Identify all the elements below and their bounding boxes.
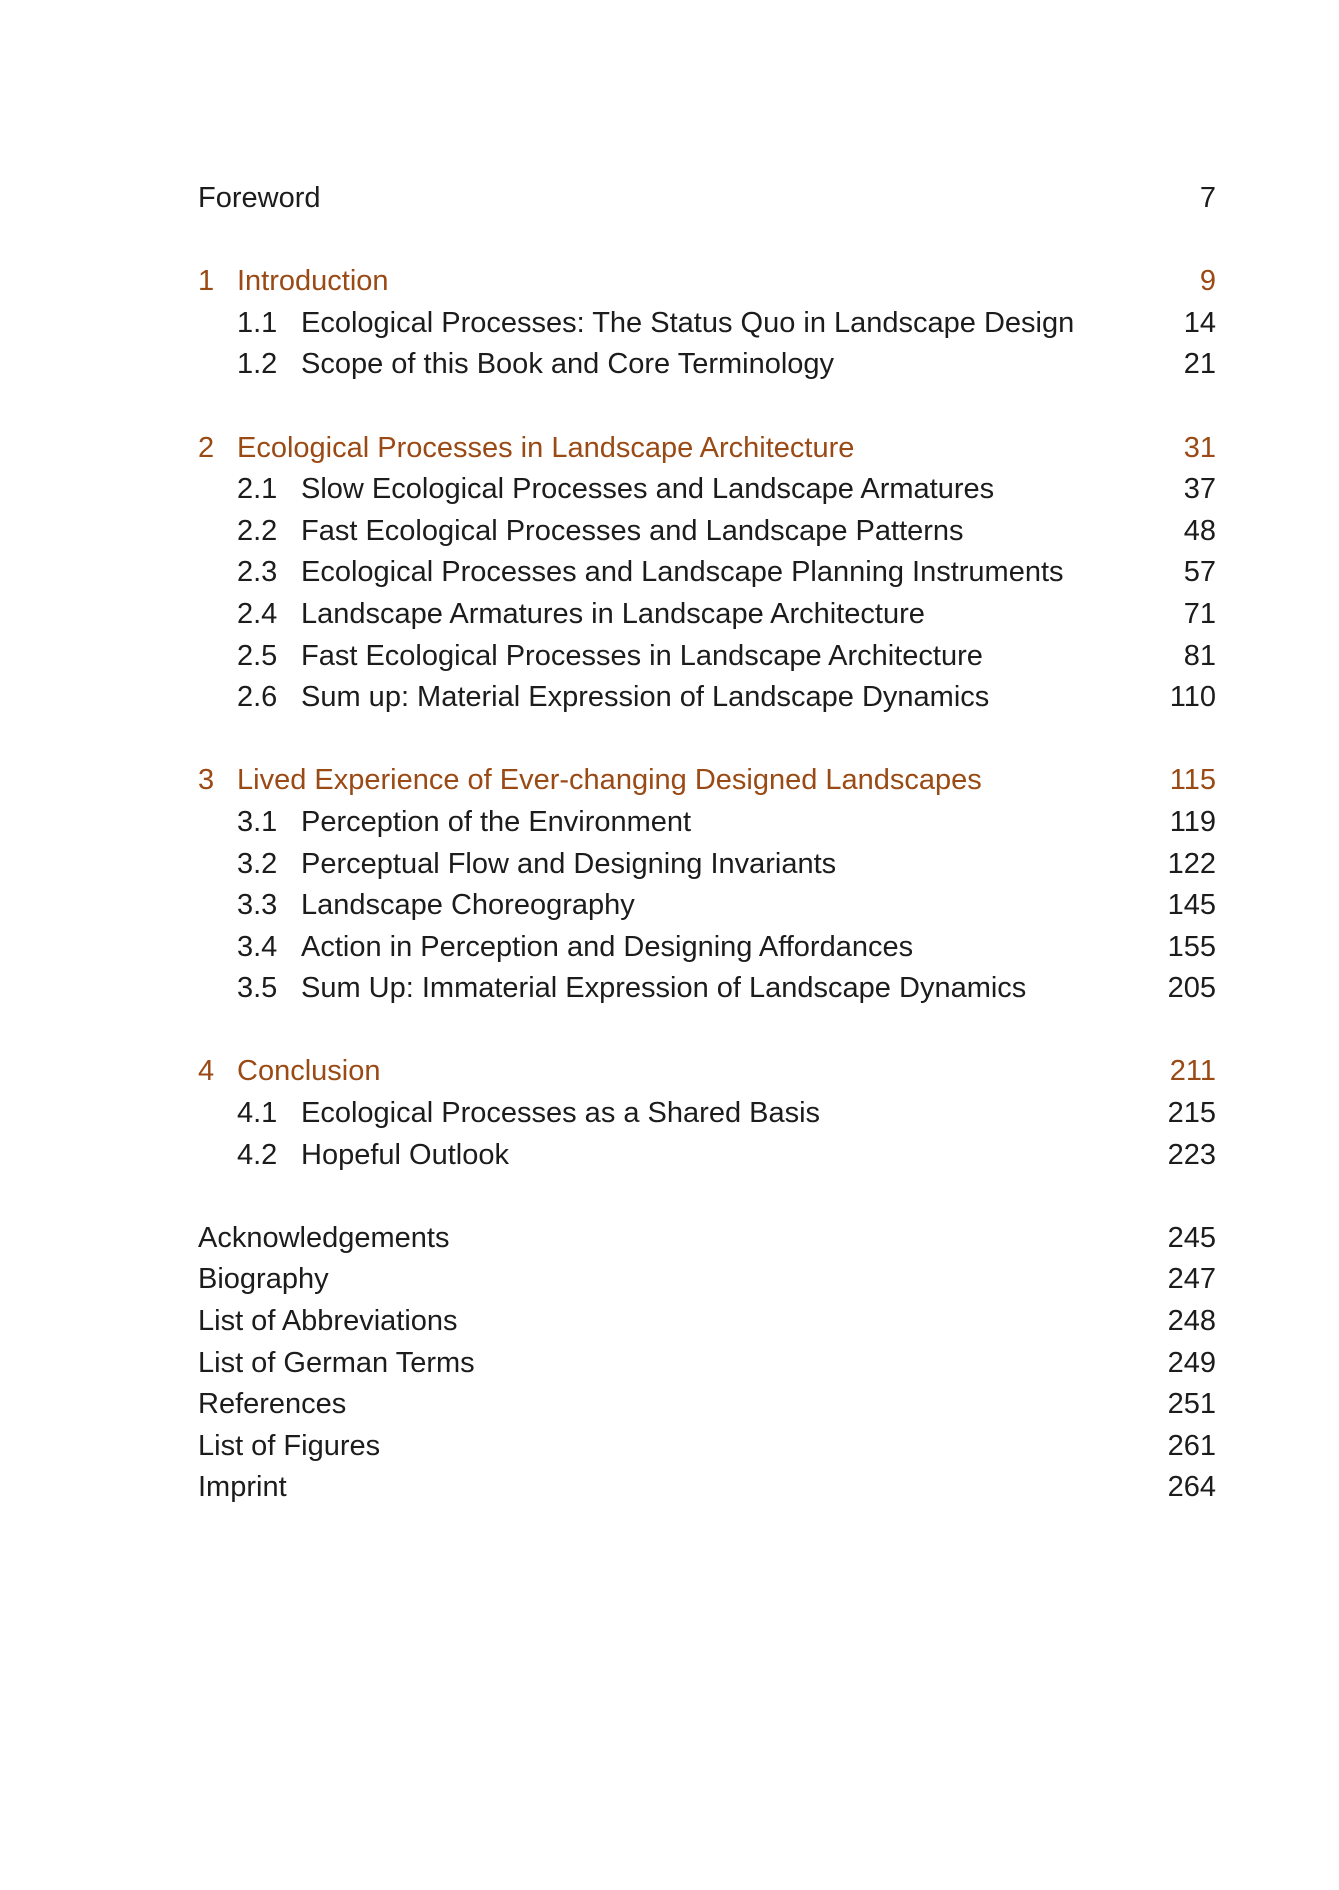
- toc-section-3-4[interactable]: [198, 927, 1216, 969]
- section-title: Ecological Processes and Landscape Planning Instruments: [301, 556, 1064, 589]
- table-of-contents: [198, 178, 1216, 1509]
- section-page: 110: [1169, 681, 1216, 714]
- section-page: 155: [1167, 930, 1216, 963]
- section-title: Perceptual Flow and Designing Invariants: [301, 847, 837, 880]
- section-number: 3.1: [237, 805, 278, 838]
- section-number: 1.2: [237, 348, 278, 381]
- toc-section-3-2[interactable]: [198, 844, 1216, 886]
- spacer: [198, 719, 1216, 761]
- spacer: [198, 386, 1216, 428]
- section-number: 2.5: [237, 639, 278, 672]
- toc-section-3-1[interactable]: [198, 802, 1216, 844]
- toc-entry-page: 248: [1167, 1305, 1216, 1338]
- section-title: Scope of this Book and Core Terminology: [301, 348, 835, 381]
- section-number: 1.1: [237, 306, 278, 339]
- chapter-title: Conclusion: [237, 1055, 381, 1088]
- toc-entry-page: 261: [1167, 1429, 1216, 1462]
- section-title: Ecological Processes as a Shared Basis: [301, 1097, 821, 1130]
- section-title: Sum up: Material Expression of Landscape Dynamics: [301, 681, 990, 714]
- toc-section-4-2[interactable]: [198, 1135, 1216, 1177]
- spacer: [198, 220, 1216, 262]
- section-page: 57: [1183, 556, 1216, 589]
- toc-entry-page: 7: [1199, 182, 1216, 214]
- section-page: 145: [1167, 889, 1216, 922]
- section-number: 4.1: [237, 1097, 278, 1130]
- toc-entry-imprint[interactable]: [198, 1467, 1216, 1509]
- toc-entry-page: 245: [1167, 1221, 1216, 1254]
- chapter-number: 1: [198, 265, 215, 298]
- toc-section-2-2[interactable]: [198, 511, 1216, 553]
- section-page: 21: [1183, 348, 1216, 381]
- section-page: 122: [1167, 847, 1216, 880]
- chapter-number: 4: [198, 1055, 215, 1088]
- toc-section-1-2[interactable]: [198, 344, 1216, 386]
- section-number: 2.1: [237, 473, 278, 506]
- toc-entry-list-of-german-terms[interactable]: [198, 1343, 1216, 1385]
- toc-section-2-3[interactable]: [198, 552, 1216, 594]
- toc-section-4-1[interactable]: [198, 1093, 1216, 1135]
- section-number: 3.2: [237, 847, 278, 880]
- section-title: Perception of the Environment: [301, 805, 692, 838]
- toc-chapter-4[interactable]: [198, 1051, 1216, 1093]
- section-page: 14: [1183, 306, 1216, 339]
- toc-entry-title: Imprint: [198, 1471, 287, 1504]
- toc-entry-references[interactable]: [198, 1384, 1216, 1426]
- toc-chapter-3[interactable]: [198, 760, 1216, 802]
- section-page: 119: [1169, 805, 1216, 838]
- toc-entry-title: List of German Terms: [198, 1346, 475, 1379]
- section-page: 81: [1183, 639, 1216, 672]
- toc-entry-title: Biography: [198, 1263, 329, 1296]
- toc-section-2-5[interactable]: [198, 636, 1216, 678]
- section-number: 2.2: [237, 514, 278, 547]
- toc-entry-title: List of Figures: [198, 1429, 381, 1462]
- toc-entry-page: 249: [1167, 1346, 1216, 1379]
- toc-entry-list-of-abbreviations[interactable]: [198, 1301, 1216, 1343]
- section-page: 223: [1167, 1138, 1216, 1171]
- chapter-title: Lived Experience of Ever-changing Designed Landscapes: [237, 764, 982, 797]
- toc-entry-page: 251: [1167, 1388, 1216, 1421]
- section-title: Landscape Armatures in Landscape Architecture: [301, 597, 925, 630]
- section-number: 2.6: [237, 681, 278, 714]
- section-title: Fast Ecological Processes in Landscape Architecture: [301, 639, 983, 672]
- section-page: 71: [1183, 597, 1216, 630]
- chapter-page: 211: [1169, 1055, 1216, 1088]
- toc-entry-title: References: [198, 1388, 347, 1421]
- toc-section-2-6[interactable]: [198, 677, 1216, 719]
- toc-entry-page: 247: [1167, 1263, 1216, 1296]
- spacer: [198, 1010, 1216, 1052]
- chapter-number: 2: [198, 431, 215, 464]
- section-title: Sum Up: Immaterial Expression of Landscape Dynamics: [301, 972, 1027, 1005]
- toc-section-3-5[interactable]: [198, 968, 1216, 1010]
- section-title: Fast Ecological Processes and Landscape Patterns: [301, 514, 964, 547]
- section-title: Slow Ecological Processes and Landscape Armatures: [301, 473, 995, 506]
- section-page: 215: [1167, 1097, 1216, 1130]
- section-number: 3.5: [237, 972, 278, 1005]
- chapter-title: Introduction: [237, 265, 389, 298]
- section-number: 2.4: [237, 597, 278, 630]
- section-page: 48: [1183, 514, 1216, 547]
- toc-chapter-2[interactable]: [198, 428, 1216, 470]
- toc-entry-title: Acknowledgements: [198, 1221, 450, 1254]
- toc-entry-list-of-figures[interactable]: [198, 1426, 1216, 1468]
- toc-section-2-1[interactable]: [198, 469, 1216, 511]
- spacer: [198, 1176, 1216, 1218]
- chapter-title: Ecological Processes in Landscape Architecture: [237, 431, 855, 464]
- toc-entry-acknowledgements[interactable]: [198, 1218, 1216, 1260]
- toc-entry-title: Foreword: [198, 182, 321, 214]
- section-page: 205: [1167, 972, 1216, 1005]
- toc-entry-foreword[interactable]: [198, 178, 1216, 220]
- section-title: Ecological Processes: The Status Quo in Landscape Design: [301, 306, 1075, 339]
- toc-section-2-4[interactable]: [198, 594, 1216, 636]
- toc-entry-page: 264: [1167, 1471, 1216, 1504]
- toc-entry-biography[interactable]: [198, 1259, 1216, 1301]
- toc-chapter-1[interactable]: [198, 261, 1216, 303]
- section-number: 2.3: [237, 556, 278, 589]
- section-title: Landscape Choreography: [301, 889, 635, 922]
- chapter-page: 9: [1199, 265, 1216, 298]
- toc-section-1-1[interactable]: [198, 303, 1216, 345]
- section-number: 3.3: [237, 889, 278, 922]
- section-page: 37: [1183, 473, 1216, 506]
- toc-section-3-3[interactable]: [198, 885, 1216, 927]
- chapter-page: 115: [1169, 764, 1216, 797]
- section-number: 4.2: [237, 1138, 278, 1171]
- chapter-page: 31: [1183, 431, 1216, 464]
- section-number: 3.4: [237, 930, 278, 963]
- section-title: Action in Perception and Designing Affordances: [301, 930, 914, 963]
- chapter-number: 3: [198, 764, 215, 797]
- section-title: Hopeful Outlook: [301, 1138, 509, 1171]
- toc-entry-title: List of Abbreviations: [198, 1305, 458, 1338]
